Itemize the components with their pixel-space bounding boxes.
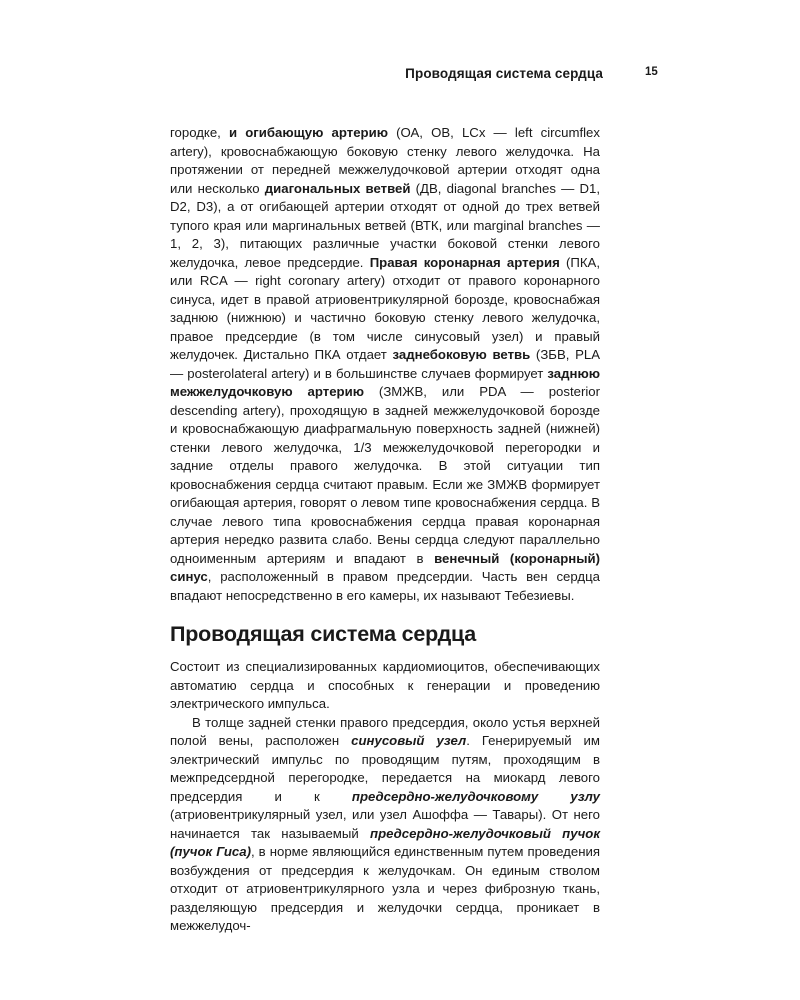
term-av-node: предсердно-желудочковому узлу xyxy=(351,788,600,804)
text-run: (ЗМЖВ, или PDA — posterior descending artery), проходящую в задней межжелудочковой борозде и кровоснабжающую диафрагмальную поверхность задней (нижней) стенки левого желудочка, 1/3 межжелудочковой перегородки и задние отделы правого желудочка. В этой ситуации тип кровоснабжения сердца считают правым. Если же ЗМЖВ формирует огибающая артерия, говорят о левом типе кровоснабжения сердца. В случае левого типа кровоснабжения сердца правая коронарная артерия нередко развита слабо. Вены сердца следуют параллельно одноименным артериям и впадают в xyxy=(170,384,600,566)
running-head-title: Проводящая система сердца xyxy=(405,66,603,81)
text-run: , расположенный в правом предсердии. Часть вен сердца впадают непосредственно в его камеры, их называют Тебезиевы. xyxy=(170,569,600,603)
text-run: (ЗБВ, PLA — posterolateral artery) и в большинстве случаев формирует xyxy=(170,347,601,381)
page-number: 15 xyxy=(645,66,658,78)
term-circumflex-artery: и огибающую артерию xyxy=(229,125,388,140)
term-sinus-node: синусовый узел xyxy=(351,733,467,748)
text-run: (ДВ, diagonal branches — D1, D2, D3), а от огибающей артерии отходят от одной до трех ветвей тупого края или маргинальных ветвей (ВТК, или marginal branches — 1, 2, 3), питающих различные участки боковой стенки левого желудочка, левое предсердие. xyxy=(170,180,600,270)
text-run: Состоит из специализированных кардиомиоцитов, обеспечивающих автоматию сердца и способных к генерации и проведению электрического импульса. xyxy=(170,659,600,711)
text-run: городке, xyxy=(170,125,229,140)
term-diagonal-branches: диагональных ветвей xyxy=(264,180,411,196)
paragraph xyxy=(170,658,600,714)
section-heading: Проводящая система сердца xyxy=(170,622,477,646)
term-posterior-descending-artery: заднюю межжелудочковую артерию xyxy=(170,365,600,399)
text-run: (ПКА, или RCA — right coronary artery) отходит от правого коронарного синуса, идет в правой атриовентрикулярной борозде, кровоснабжая заднюю (нижнюю) и частично боковую стенку левого желудочка, правое предсердие (в том числе синусовый узел) и правый желудочек. Дистально ПКА отдает xyxy=(170,254,600,362)
text-run: В толще задней стенки правого предсердия, около устья верхней полой вены, расположен xyxy=(170,714,600,748)
term-right-coronary-artery: Правая коронарная артерия xyxy=(369,254,560,270)
paragraph xyxy=(170,714,600,936)
paragraph xyxy=(170,124,600,605)
term-coronary-sinus: венечный (коронарный) синус xyxy=(170,550,600,584)
text-run: (атриовентрикулярный узел, или узел Ашоффа — Тавары). От него начинается так называемый xyxy=(170,807,600,841)
term-bundle-of-his: предсердно-желудочковый пучок (пучок Гиса) xyxy=(170,825,601,859)
body-text-section xyxy=(170,658,600,936)
text-run: (ОА, OB, LCx — left circumflex artery), кровоснабжающую боковую стенку левого желудочка. На протяжении от передней межжелудочковой артерии отходят одна или несколько xyxy=(170,125,600,196)
term-posterolateral-branch: заднебоковую ветвь xyxy=(392,347,531,362)
body-text-top xyxy=(170,124,600,605)
text-run: , в норме являющийся единственным путем проведения возбуждения от предсердия к желудочкам. Он единым стволом отходит от атриовентрикулярного узла и через фиброзную ткань, разделяющую предсердия и желудочки сердца, проникает в межжелудоч- xyxy=(170,844,600,933)
text-run: . Генерируемый им электрический импульс по проводящим путям, проходящим в межпредсердной перегородке, передается на миокард левого предсердия и к xyxy=(170,733,600,804)
